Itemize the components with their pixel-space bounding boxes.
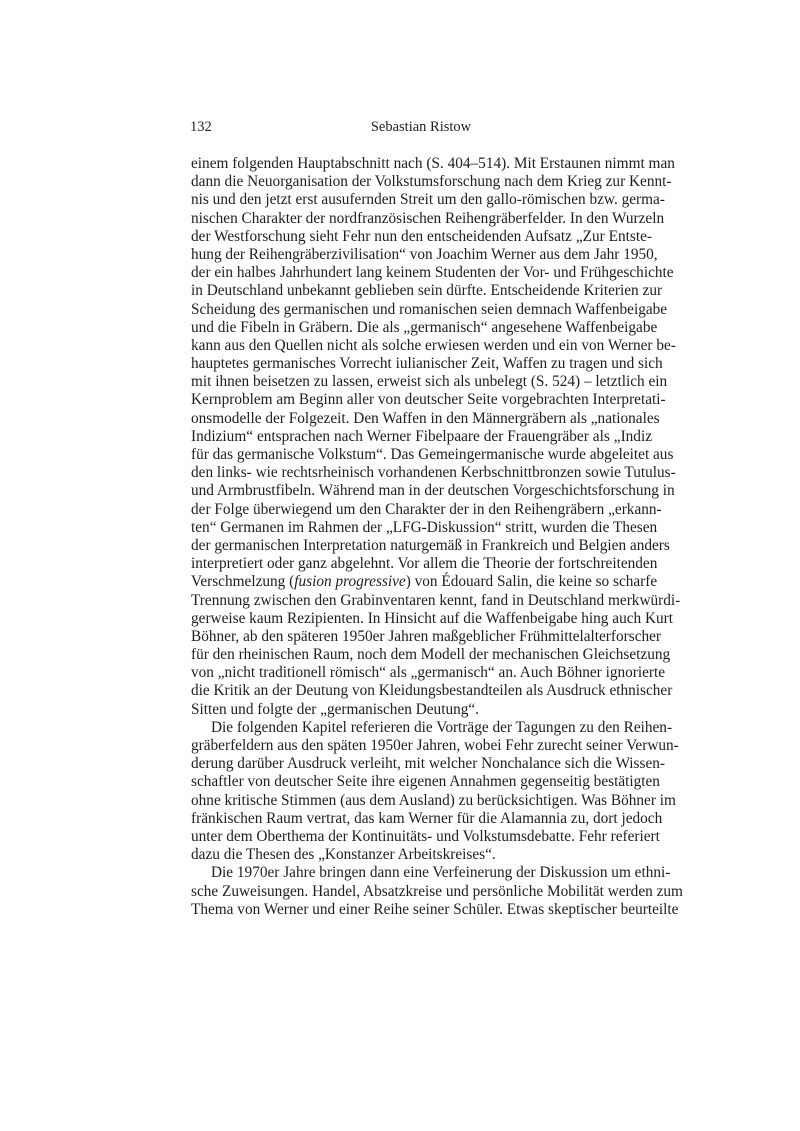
running-header (190, 119, 652, 137)
text-line: für das germanische Volkstum“. Das Gemeingermanische wurde abgeleitet aus (191, 446, 674, 463)
text-fragment: ) von Édouard Salin, die keine so scharfe (405, 573, 658, 591)
text-line: Thema von Werner und einer Reihe seiner Schüler. Etwas skeptischer beurteilte (191, 900, 679, 918)
text-line: sche Zuweisungen. Handel, Absatzkreise und persönliche Mobilität werden zum (191, 882, 683, 900)
text-line: Böhner, ab den späteren 1950er Jahren maßgeblicher Frühmittelalterforscher (191, 627, 662, 645)
text-line: Die folgenden Kapitel referieren die Vorträge der Tagungen zu den Reihen- (211, 718, 673, 736)
text-line: Scheidung des germanischen und romanischen seien demnach Waffenbeigabe (191, 300, 668, 318)
text-line: die Kritik an der Deutung von Kleidungsbestandteilen als Ausdruck ethnischer (191, 682, 673, 700)
text-line: gräberfeldern aus den späten 1950er Jahren, wobei Fehr zurecht seiner Verwun- (191, 737, 679, 754)
text-line: ohne kritische Stimmen (aus dem Ausland) zu berücksichtigen. Was Böhner im (191, 791, 676, 809)
text-line: Die 1970er Jahre bringen dann eine Verfeinerung der Diskussion um ethni- (211, 864, 671, 882)
paragraph (191, 155, 681, 719)
page-number: 132 (190, 119, 212, 135)
text-line: ten“ Germanen im Rahmen der „LFG-Diskussion“ stritt, wurden die Thesen (191, 518, 658, 536)
paragraph (191, 864, 683, 919)
text-line: derung darüber Ausdruck verleiht, mit welcher Nonchalance sich die Wissen- (191, 755, 665, 773)
text-line: kann aus den Quellen nicht als solche erwiesen werden und ein von Werner be- (191, 336, 676, 354)
text-line: interpretiert oder ganz abgelehnt. Vor allem die Theorie der fortschreitenden (191, 555, 658, 573)
text-line: onsmodelle der Folgezeit. Den Waffen in den Männergräbern als „nationales (191, 409, 660, 427)
text-line: mit ihnen beisetzen zu lassen, erweist sich als unbelegt (S. 524) – letztlich ein (191, 373, 668, 391)
text-line: der Westforschung sieht Fehr nun den entscheidenden Aufsatz „Zur Entste- (191, 227, 652, 245)
text-line: von „nicht traditionell römisch“ als „germanisch“ an. Auch Böhner ignorierte (191, 664, 666, 682)
text-line: Trennung zwischen den Grabinventaren kennt, fand in Deutschland merkwürdi- (191, 591, 681, 609)
text-line: der ein halbes Jahrhundert lang keinem Studenten der Vor- und Frühgeschichte (191, 264, 674, 282)
text-line: den links- wie rechtsrheinisch vorhandenen Kerbschnittbronzen sowie Tutulus- (191, 464, 676, 482)
text-line: und Armbrustfibeln. Während man in der deutschen Vorgeschichtsforschung in (191, 482, 675, 500)
text-line: und die Fibeln in Gräbern. Die als „germanisch“ angesehene Waffenbeigabe (191, 318, 658, 336)
text-line (191, 573, 658, 591)
text-line: der germanischen Interpretation naturgemäß in Frankreich und Belgien anders (191, 536, 670, 554)
text-line: Indizium“ entsprachen nach Werner Fibelpaare der Frauengräber als „Indiz (191, 427, 652, 445)
text-line: gerweise kaum Rezipienten. In Hinsicht auf die Waffenbeigabe hing auch Kurt (191, 609, 674, 627)
text-line: unter dem Oberthema der Kontinuitäts- und Volkstumsdebatte. Fehr referiert (191, 827, 660, 845)
body-text (191, 155, 683, 919)
running-title: Sebastian Ristow (370, 119, 472, 135)
text-line: nischen Charakter der nordfranzösischen Reihengräberfelder. In den Wurzeln (191, 209, 665, 227)
text-line: Kernproblem am Beginn aller von deutscher Seite vorgebrachten Interpretati- (191, 391, 666, 409)
text-line: fränkischen Raum vertrat, das kam Werner für die Alamannia zu, dort jedoch (191, 809, 663, 827)
text-line: der Folge überwiegend um den Charakter der in den Reihengräbern „erkann- (191, 500, 662, 518)
text-line: hauptetes germanisches Vorrecht iulianischer Zeit, Waffen zu tragen und sich (191, 355, 663, 373)
text-line: für den rheinischen Raum, noch dem Modell der mechanischen Gleichsetzung (191, 646, 671, 664)
text-fragment: Verschmelzung ( (191, 573, 295, 591)
paragraph (191, 718, 679, 865)
text-line: nis und den jetzt erst ausufernden Streit um den gallo-römischen bzw. germa- (191, 191, 665, 209)
text-line: schaftler von deutscher Seite ihre eigenen Annahmen gegenseitig bestätigten (191, 773, 660, 791)
text-line: hung der Reihengräberzivilisation“ von Joachim Werner aus dem Jahr 1950, (191, 245, 658, 263)
text-line: Sitten und folgte der „germanischen Deutung“. (191, 700, 480, 718)
text-line: in Deutschland unbekannt geblieben sein dürfte. Entscheidende Kriterien zur (191, 282, 663, 300)
text-line: dann die Neuorganisation der Volkstumsforschung nach dem Krieg zur Kennt- (191, 173, 672, 191)
text-line: dazu die Thesen des „Konstanzer Arbeitskreises“. (191, 846, 496, 864)
italic-term: fusion progressive (294, 573, 406, 591)
text-line: einem folgenden Hauptabschnitt nach (S. 404–514). Mit Erstaunen nimmt man (191, 155, 675, 172)
